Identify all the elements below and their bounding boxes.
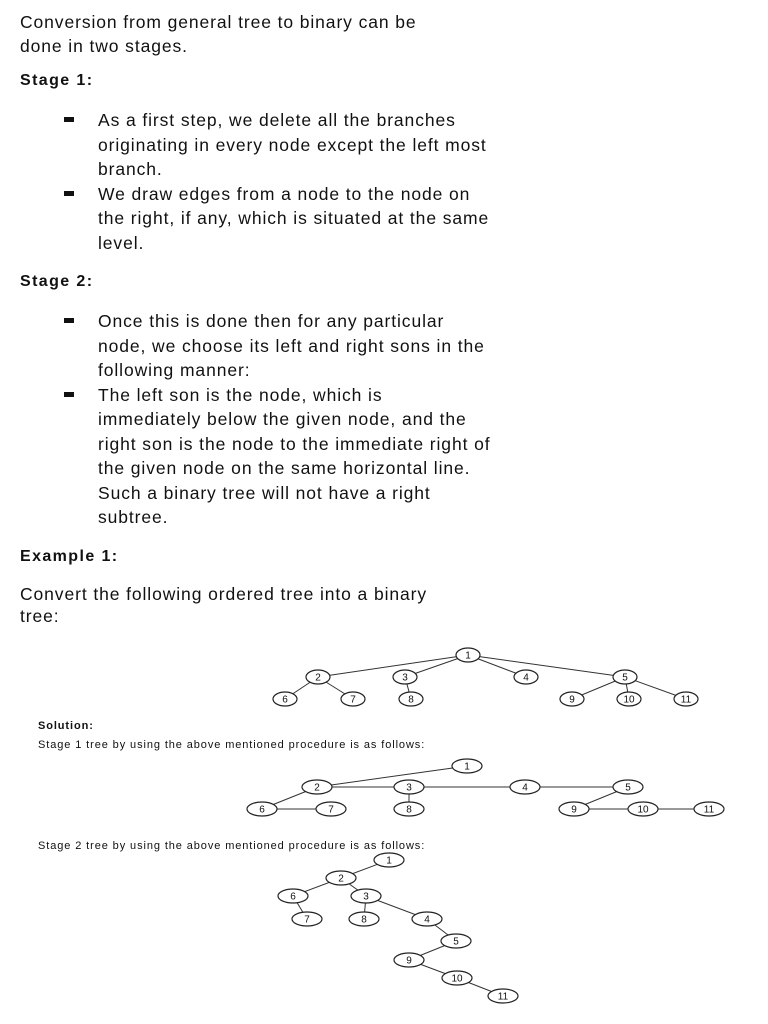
tree-node-10 xyxy=(617,692,641,706)
tree-node-label: 8 xyxy=(408,694,414,706)
tree-node-label: 9 xyxy=(571,804,577,816)
tree-node-6 xyxy=(247,802,277,816)
bullet-line: node, we choose its left and right sons in the xyxy=(98,335,485,356)
tree-node-7 xyxy=(316,802,346,816)
solution-heading: Solution: xyxy=(38,720,94,732)
tree-node-7 xyxy=(292,912,322,926)
tree-node-label: 4 xyxy=(424,914,430,926)
tree-node-label: 3 xyxy=(363,891,369,903)
tree-edge-1-2 xyxy=(318,655,468,677)
tree-node-label: 10 xyxy=(637,804,649,816)
tree-node-label: 1 xyxy=(465,650,471,662)
tree-node-label: 9 xyxy=(569,694,575,706)
tree-node-2 xyxy=(302,780,332,794)
tree-node-9 xyxy=(559,802,589,816)
tree-node-1 xyxy=(452,759,482,773)
tree-node-8 xyxy=(399,692,423,706)
tree-node-9 xyxy=(560,692,584,706)
tree-node-label: 2 xyxy=(315,672,321,684)
tree-node-3 xyxy=(393,670,417,684)
tree-node-9 xyxy=(394,953,424,967)
tree-node-label: 11 xyxy=(703,804,715,816)
tree-edge-1-5 xyxy=(468,655,625,677)
bullet-line: following manner: xyxy=(98,360,251,380)
tree-node-label: 8 xyxy=(361,914,367,926)
bullet-line: immediately below the given node, and the xyxy=(98,409,467,429)
stage-2-heading: Stage 2: xyxy=(20,273,94,290)
tree-node-1 xyxy=(456,648,480,662)
stage-1-bullet-2 xyxy=(20,182,489,256)
tree-node-10 xyxy=(442,971,472,985)
tree-node-label: 1 xyxy=(464,761,470,773)
bullet-line: Such a binary tree will not have a right xyxy=(98,482,431,503)
tree-node-label: 9 xyxy=(406,955,412,967)
tree-node-6 xyxy=(278,889,308,903)
intro-line-2: done in two stages. xyxy=(20,36,188,56)
stage-2-caption: Stage 2 tree by using the above mentioned procedure is as follows: xyxy=(38,840,426,852)
stage-1-caption: Stage 1 tree by using the above mentioned procedure is as follows: xyxy=(38,739,426,751)
stage-1-bullet-list xyxy=(20,108,489,255)
tree-node-label: 10 xyxy=(623,694,635,706)
tree-node-7 xyxy=(341,692,365,706)
bullet-line: As a first step, we delete all the branches xyxy=(98,110,456,130)
tree-node-6 xyxy=(273,692,297,706)
stage-2-tree-diagram xyxy=(0,850,768,1010)
bullet-line: subtree. xyxy=(98,507,169,527)
tree-node-11 xyxy=(674,692,698,706)
example-line-2: tree: xyxy=(20,606,60,626)
example-heading: Example 1: xyxy=(20,548,119,565)
bullet-line: originating in every node except the left most xyxy=(98,134,487,155)
example-line-1: Convert the following ordered tree into a binary xyxy=(20,584,428,604)
bullet-line: Once this is done then for any particular xyxy=(98,311,445,331)
tree-node-label: 5 xyxy=(622,672,628,684)
tree-node-8 xyxy=(394,802,424,816)
tree-node-label: 7 xyxy=(328,804,334,816)
bullet-line: We draw edges from a node to the node on xyxy=(98,183,471,204)
bullet-line: branch. xyxy=(98,159,163,179)
tree-node-label: 4 xyxy=(523,672,529,684)
stage-2-bullet-2 xyxy=(20,383,491,530)
stage-1-tree-diagram xyxy=(0,754,768,822)
tree-node-5 xyxy=(441,934,471,948)
tree-node-label: 4 xyxy=(522,782,528,794)
stage-2-bullet-1 xyxy=(20,309,491,383)
tree-node-label: 6 xyxy=(282,694,288,706)
tree-node-11 xyxy=(488,989,518,1003)
tree-node-4 xyxy=(510,780,540,794)
tree-edge-1-2 xyxy=(317,766,467,787)
tree-node-label: 7 xyxy=(350,694,356,706)
tree-node-3 xyxy=(351,889,381,903)
tree-node-label: 6 xyxy=(290,891,296,903)
tree-node-label: 5 xyxy=(625,782,631,794)
bullet-line: right son is the node to the immediate right of xyxy=(98,433,491,454)
tree-node-label: 8 xyxy=(406,804,412,816)
stage-2-bullet-list xyxy=(20,309,491,530)
tree-node-label: 3 xyxy=(406,782,412,794)
bullet-line: the right, if any, which is situated at the same xyxy=(98,208,490,228)
bullet-line: the given node on the same horizontal line. xyxy=(98,458,471,478)
tree-node-5 xyxy=(613,670,637,684)
tree-node-label: 10 xyxy=(451,973,463,985)
tree-node-3 xyxy=(394,780,424,794)
stage-1-heading: Stage 1: xyxy=(20,72,94,89)
tree-node-8 xyxy=(349,912,379,926)
bullet-line: The left son is the node, which is xyxy=(98,384,383,405)
tree-node-label: 11 xyxy=(680,694,692,706)
tree-node-label: 2 xyxy=(338,873,344,885)
original-tree-diagram xyxy=(0,644,768,710)
stage-1-bullet-1 xyxy=(20,108,489,182)
tree-node-2 xyxy=(326,871,356,885)
tree-node-11 xyxy=(694,802,724,816)
tree-node-label: 3 xyxy=(402,672,408,684)
tree-node-label: 5 xyxy=(453,936,459,948)
tree-node-label: 7 xyxy=(304,914,310,926)
tree-node-label: 1 xyxy=(386,855,392,867)
intro-line-1: Conversion from general tree to binary can be xyxy=(20,12,417,32)
tree-node-label: 6 xyxy=(259,804,265,816)
tree-node-4 xyxy=(514,670,538,684)
bullet-line: level. xyxy=(98,232,145,253)
tree-node-label: 11 xyxy=(497,991,509,1003)
tree-node-10 xyxy=(628,802,658,816)
tree-node-4 xyxy=(412,912,442,926)
tree-node-5 xyxy=(613,780,643,794)
tree-node-label: 2 xyxy=(314,782,320,794)
tree-node-2 xyxy=(306,670,330,684)
tree-node-1 xyxy=(374,853,404,867)
